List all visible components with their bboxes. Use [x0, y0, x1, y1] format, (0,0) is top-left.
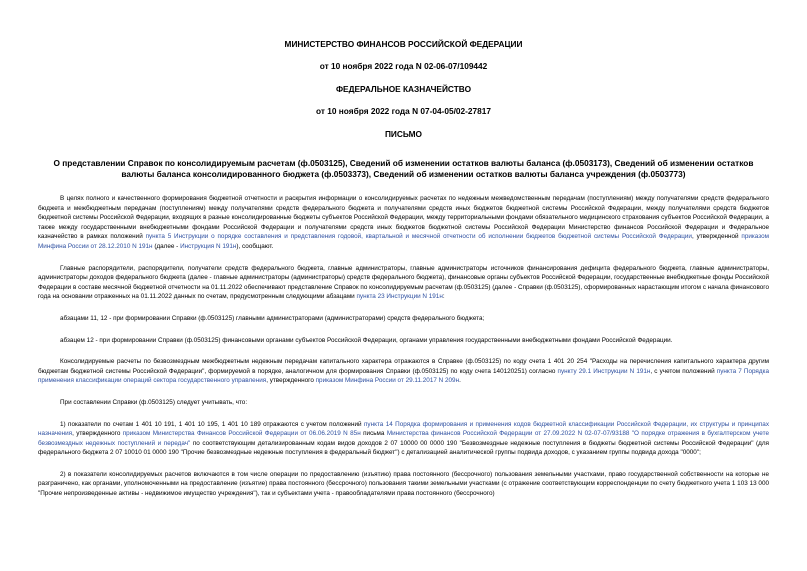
letter-body	[38, 194, 769, 499]
link-order-209n[interactable]: приказом Минфина России от 29.11.2017 N 209н	[315, 377, 460, 385]
link-order-191n[interactable]: приказом Минфина России от 28.12.2010 N 191н	[38, 233, 769, 250]
text-run: , с учетом положений	[650, 367, 717, 375]
link-instruction-point-5[interactable]: пункта 5 Инструкции о порядке составления и представления годовой, квартальной и месячной отчетности об исполнении бюджетов бюджетной системы Российской Федерации	[145, 233, 692, 241]
text-run: (далее -	[152, 242, 181, 250]
treasury-title: ФЕДЕРАЛЬНОЕ КАЗНАЧЕЙСТВО	[335, 84, 472, 94]
paragraph-7	[38, 420, 769, 458]
text-run: по соответствующим детализированным кодам видов доходов 2 07 10000 00 0000 190 "Безвозмездные недежные поступления в бюджеты бюджетной системы Российской Федерации" (для федерального бюджета 2 07 10010 01 0000 190 "Прочие безвозмездные недежные поступления в федеральный бюджет") с детализацией аналитической группы подвида доходов, с указанием группы подвида дохода "0000";	[38, 439, 769, 457]
paragraph-1	[38, 194, 769, 252]
paragraph-2	[38, 264, 769, 302]
letter-subject: О представлении Справок по консолидируемым расчетам (ф.0503125), Сведений об изменении остатков валюты баланса (ф.0503173), Сведений об изменении остатков валюты баланса консолидированного бюджета (ф.0503373), Сведений об изменении остатков валюты баланса учреждения (ф.0503773)	[53, 158, 754, 179]
text-run: В целях полного и качественного формирования бюджетной отчетности и раскрытия информации о консолидируемых расчетах по недежным межведомственным передачам (поступлениям) между получателями средств федерального бюджета и межбюджетным передачам (поступлениям) между получателями средств федерального бюджета и получателями средств иных бюджетов бюджетной системы Российской Федерации, между получателями средств бюджетов бюджетной системы Российской Федерации, входящих в разные консолидированные бюджеты субъектов Российской Федерации, между территориальными фондами обязательного медицинского страхования субъектов Российской Федерации, а также между государственными внебюджетными фондами Российской Федерации и получателями средств иных бюджетов бюджетной системы Российской Федерации Министерство финансов Российской Федерации и Федеральное казначейство в рамках положений	[38, 195, 769, 241]
paragraph-5	[38, 357, 769, 386]
text-run: :	[442, 293, 445, 301]
ministry-title: МИНИСТЕРСТВО ФИНАНСОВ РОССИЙСКОЙ ФЕДЕРАЦИИ	[284, 39, 523, 49]
text-run: 1) показатели по счетам 1 401 10 191, 1 401 10 195, 1 401 10 189 отражаются с учетом положений	[60, 420, 364, 428]
text-run: Консолидируемые расчеты по безвозмездным межбюджетным недежным передачам капитального характера отражаются в Справке (ф.0503125) по коду счета 1 401 20 254 "Расходы на перечисления капитального характера другим бюджетам бюджетной системы Российской Федерации", формируемой в порядке, аналогичном для формирования Справки (ф.0503125) по коду счета 140120251) согласно	[38, 358, 769, 375]
treasury-ref: от 10 ноября 2022 года N 07-04-05/02-27817	[316, 106, 491, 116]
text-run: , утвержденной	[691, 233, 742, 241]
paragraph-8: 2) в показатели консолидируемых расчетов включаются в том числе операции по предоставлению (изъятию) права постоянного (бессрочного) пользования земельными участками, право государственной собственности на которые не разграничено, как органами, уполномоченными на предоставление (изъятие) права постоянного (бессрочного) пользования такими земельными участками (с отражение соответствующим корреспонденции по счету бюджетного учета 1 103 13 000 "Прочие непроизведенные активы - недвижимое имущество учреждения"), так и субъектами учета - правообладателями права постоянного (бессрочного)	[38, 470, 769, 498]
link-instruction-191n[interactable]: Инструкция N 191н	[180, 242, 237, 250]
link-letter-93188[interactable]: Министерства финансов Российской Федерации от 27.09.2022 N 02-07-07/93188 "О порядке отражения в бухгалтерском учете безвозмездных недежных поступлений и передач"	[38, 430, 769, 447]
paragraph-4: абзацем 12 - при формировании Справки (ф.0503125) финансовыми органами субъектов Российской Федерации, органами управления государственными внебюджетными фондами Российской Федерации.	[60, 336, 673, 344]
ministry-ref: от 10 ноября 2022 года N 02-06-07/109442	[319, 61, 488, 71]
text-run: письма	[360, 430, 387, 438]
doc-type: ПИСЬМО	[384, 129, 423, 139]
text-run: ), сообщают.	[236, 242, 274, 250]
text-run: , утвержденного	[266, 377, 316, 385]
text-run: .	[459, 377, 461, 385]
link-instruction-point-23[interactable]: пункта 23 Инструкции N 191н	[356, 293, 443, 301]
link-instruction-point-29-1[interactable]: пункту 29.1 Инструкции N 191н	[557, 367, 651, 375]
text-run: Главные распорядители, распорядители, получатели средств федерального бюджета, главные администраторы, главные администраторы источников финансирования дефицита федерального бюджета, главные администраторы, администраторы доходов федерального бюджета (далее - главные администраторы (администраторы) средств федерального бюджета), финансовые органы субъектов Российской Федерации, государственные внебюджетные фонды Российской Федерации в составе месячной бюджетной отчетности на 01.11.2022 обеспечивают представление Справок по консолидируемым расчетам (ф.0503125) (далее - Справки (ф.0503125), сформированных нарастающим итогом с начала финансового года на основании отраженных на 01.11.2022 данных по счетам, предусмотренным следующими абзацами	[38, 264, 769, 301]
text-run: , утвержденного	[72, 430, 123, 438]
link-kosgu-point-7[interactable]: пункта 7 Порядка применения классификации операций сектора государственного управления	[38, 367, 770, 385]
link-bcc-point-14[interactable]: пункта 14 Порядка формирования и применения кодов бюджетной классификации Российской Федерации, их структуры и принципах назначения	[38, 420, 769, 438]
link-order-85n[interactable]: приказом Министерства Финансов Российской Федерации от 06.06.2019 N 85н	[122, 430, 361, 438]
paragraph-3: абзацами 11, 12 - при формировании Справки (ф.0503125) главными администраторами (администраторами) средств федерального бюджета;	[60, 314, 485, 322]
paragraph-6: При составлении Справки (ф.0503125) следует учитывать, что:	[60, 398, 248, 406]
